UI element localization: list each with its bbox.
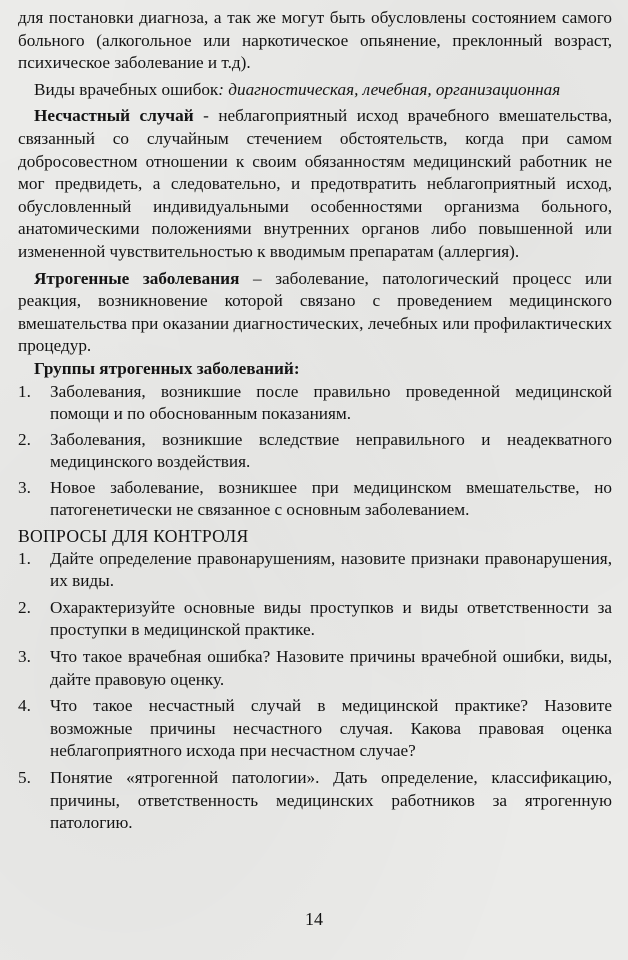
page-number: 14 [305, 909, 323, 929]
list-item [18, 477, 612, 522]
list-item [18, 429, 612, 474]
paragraph-accident [18, 105, 612, 263]
list-text: Дайте определение правонарушениям, назовите признаки правонарушения, их виды. [50, 548, 612, 591]
term-iatrogenic: Ятрогенные заболевания [34, 268, 240, 288]
list-text: Заболевания, возникшие вследствие неправильного и неадекватного медицинского воздействия. [50, 429, 612, 472]
list-text: Что такое врачебная ошибка? Назовите причины врачебной ошибки, виды, дайте правовую оценку. [50, 647, 612, 689]
groups-heading: Группы ятрогенных заболеваний: [34, 358, 300, 378]
term-accident: Несчастный случай [34, 106, 194, 126]
list-item [18, 695, 612, 763]
list-number: 1. [18, 381, 31, 401]
list-number: 4. [18, 696, 31, 716]
list-item [18, 646, 612, 691]
list-number: 2. [18, 597, 31, 617]
list-item [18, 381, 612, 426]
paragraph-iatrogenic [18, 268, 612, 358]
list-item [18, 548, 612, 593]
error-types-list: : диагностическая, лечебная, организационная [218, 79, 561, 99]
error-types-lead: Виды врачебных ошибок [34, 79, 219, 99]
list-item [18, 597, 612, 642]
list-text: Новое заболевание, возникшее при медицинском вмешательстве, но патогенетически не связанное с основным заболеванием. [50, 477, 612, 520]
list-text: Что такое несчастный случай в медицинской практике? Назовите возможные причины несчастного случая. Какова правовая оценка неблагоприятного исхода при несчастном случае? [50, 696, 612, 761]
list-number: 2. [18, 429, 31, 449]
definition-iatrogenic: – заболевание, патологический процесс или реакция, возникновение которой связано с проведением медицинского вмешательства при оказании диагностических, лечебных или профилактических процедур. [18, 268, 612, 356]
definition-accident: - неблагоприятный исход врачебного вмешательства, связанный со случайным стечением обстоятельств, когда при самом добросовестном отношении к своим обязанностям медицинский работник не мог предвидеть, а следовательно, и предотвратить неблагоприятный исход, обусловленный индивидуальными особенностями организма больного, анатомическими положениями внутренних органов либо повышенной или измененной чувствительностью к вводимым препаратам (аллергия). [18, 106, 612, 261]
list-text: Заболевания, возникшие после правильно проведенной медицинской помощи и по обоснованным показаниям. [50, 381, 612, 424]
paragraph-error-types [18, 79, 612, 102]
questions-list [18, 548, 612, 835]
groups-list [18, 381, 612, 523]
list-text: Понятие «ятрогенной патологии». Дать определение, классификацию, причины, ответственность медицинских работников за ятрогенную патологию. [50, 768, 612, 833]
paragraph-continued: для постановки диагноза, а так же могут быть обусловлены состоянием самого больного (алкогольное или наркотическое опьянение, преклонный возраст, психическое заболевание и т.д). [18, 8, 612, 73]
list-number: 1. [18, 548, 31, 568]
list-text: Охарактеризуйте основные виды проступков и виды ответственности за проступки в медицинской практике. [50, 597, 612, 640]
list-item [18, 767, 612, 835]
list-number: 5. [18, 768, 31, 787]
list-number: 3. [18, 647, 31, 667]
questions-heading: ВОПРОСЫ ДЛЯ КОНТРОЛЯ [18, 526, 249, 547]
list-number: 3. [18, 477, 31, 497]
